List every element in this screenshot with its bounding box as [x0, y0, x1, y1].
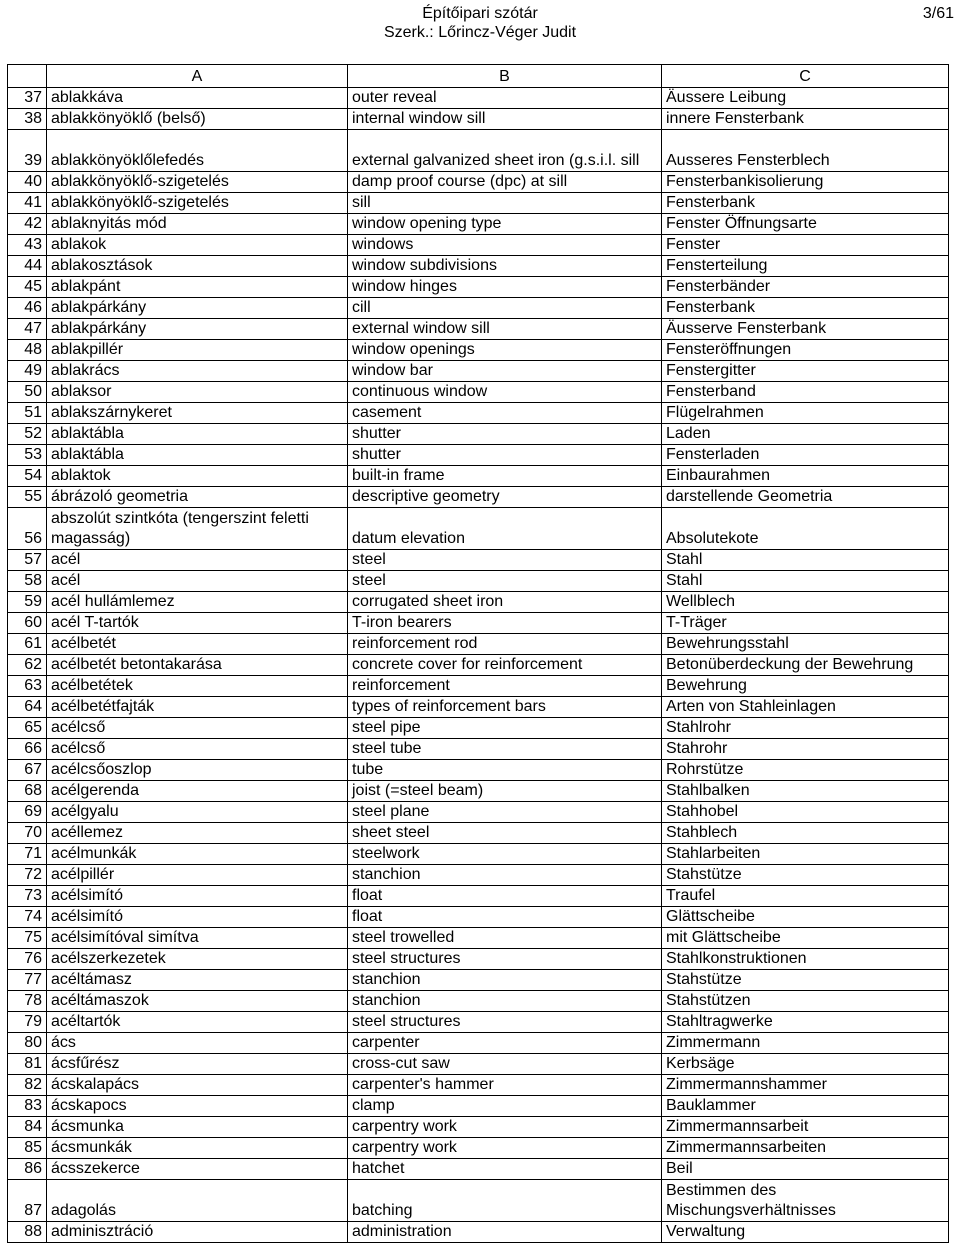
table-row [8, 1096, 949, 1117]
german-term-cell: darstellende Geometria [662, 487, 949, 508]
table-row [8, 340, 949, 361]
row-number-cell: 64 [8, 697, 47, 718]
row-number-cell: 58 [8, 571, 47, 592]
english-term-cell: float [348, 886, 662, 907]
english-term-cell: window subdivisions [348, 256, 662, 277]
hungarian-term-cell: ácsfűrész [47, 1054, 348, 1075]
table-row [8, 697, 949, 718]
row-number-cell: 86 [8, 1159, 47, 1180]
table-row [8, 361, 949, 382]
english-term-cell: clamp [348, 1096, 662, 1117]
table-row [8, 970, 949, 991]
german-term-cell: Fenster Öffnungsarte [662, 214, 949, 235]
hungarian-term-cell: acélcsőoszlop [47, 760, 348, 781]
row-number-cell: 83 [8, 1096, 47, 1117]
hungarian-term-cell: ablaktok [47, 466, 348, 487]
english-term-cell: sill [348, 193, 662, 214]
hungarian-term-cell: ablakkönyöklő-szigetelés [47, 172, 348, 193]
german-term-cell: Zimmermannsarbeiten [662, 1138, 949, 1159]
english-term-cell: cross-cut saw [348, 1054, 662, 1075]
german-term-cell: Verwaltung [662, 1222, 949, 1243]
english-term-cell: cill [348, 298, 662, 319]
table-row [8, 613, 949, 634]
hungarian-term-cell: acélbetét [47, 634, 348, 655]
hungarian-term-cell: acélgyalu [47, 802, 348, 823]
table-row [8, 298, 949, 319]
row-number-cell: 42 [8, 214, 47, 235]
page-header [0, 0, 960, 50]
german-term-cell: Fensteröffnungen [662, 340, 949, 361]
table-row [8, 949, 949, 970]
row-number-cell: 55 [8, 487, 47, 508]
german-term-cell: mit Glättscheibe [662, 928, 949, 949]
german-term-cell: innere Fensterbank [662, 109, 949, 130]
table-row [8, 277, 949, 298]
german-term-cell: Stahl [662, 571, 949, 592]
hungarian-term-cell: acél [47, 550, 348, 571]
row-number-cell: 79 [8, 1012, 47, 1033]
hungarian-term-cell: acélsimító [47, 907, 348, 928]
hungarian-term-cell: ácsszekerce [47, 1159, 348, 1180]
german-term-cell: Fensterteilung [662, 256, 949, 277]
hungarian-term-cell: ablakrács [47, 361, 348, 382]
row-number-cell: 51 [8, 403, 47, 424]
english-term-cell: steel [348, 550, 662, 571]
english-term-cell: internal window sill [348, 109, 662, 130]
english-term-cell: shutter [348, 424, 662, 445]
hungarian-term-cell: acélszerkezetek [47, 949, 348, 970]
row-number-cell: 77 [8, 970, 47, 991]
english-term-cell: stanchion [348, 970, 662, 991]
table-row [8, 193, 949, 214]
hungarian-term-cell: ácskapocs [47, 1096, 348, 1117]
table-row [8, 172, 949, 193]
table-row [8, 760, 949, 781]
table-row [8, 1222, 949, 1243]
english-term-cell: carpenter's hammer [348, 1075, 662, 1096]
row-number-cell: 71 [8, 844, 47, 865]
row-number-cell: 62 [8, 655, 47, 676]
table-row [8, 235, 949, 256]
english-term-cell: tube [348, 760, 662, 781]
table-row [8, 466, 949, 487]
english-term-cell: window hinges [348, 277, 662, 298]
table-row [8, 676, 949, 697]
hungarian-term-cell: acélmunkák [47, 844, 348, 865]
german-term-cell: Glättscheibe [662, 907, 949, 928]
hungarian-term-cell: acélbetét betontakarása [47, 655, 348, 676]
german-term-cell: Zimmermann [662, 1033, 949, 1054]
english-term-cell: external galvanized sheet iron (g.s.i.l. sill [348, 130, 662, 172]
german-term-cell: Stahstütze [662, 970, 949, 991]
german-term-cell: Stahltragwerke [662, 1012, 949, 1033]
table-row [8, 1054, 949, 1075]
row-number-cell: 75 [8, 928, 47, 949]
german-term-cell: Absolutekote [662, 508, 949, 550]
table-row [8, 571, 949, 592]
table-row [8, 592, 949, 613]
english-term-cell: joist (=steel beam) [348, 781, 662, 802]
hungarian-term-cell: ablaknyitás mód [47, 214, 348, 235]
row-number-cell: 88 [8, 1222, 47, 1243]
hungarian-term-cell: ablaktábla [47, 445, 348, 466]
english-term-cell: steel structures [348, 949, 662, 970]
hungarian-term-cell: ablakpárkány [47, 319, 348, 340]
row-number-cell: 78 [8, 991, 47, 1012]
english-term-cell: T-iron bearers [348, 613, 662, 634]
hungarian-term-cell: ablakpánt [47, 277, 348, 298]
row-number-cell: 49 [8, 361, 47, 382]
hungarian-term-cell: ablakok [47, 235, 348, 256]
hungarian-term-cell: acéltámasz [47, 970, 348, 991]
row-number-cell: 70 [8, 823, 47, 844]
table-row [8, 823, 949, 844]
table-row [8, 1075, 949, 1096]
hungarian-term-cell: acél [47, 571, 348, 592]
german-term-cell: Bauklammer [662, 1096, 949, 1117]
row-number-cell: 87 [8, 1180, 47, 1222]
german-term-cell: Zimmermannshammer [662, 1075, 949, 1096]
english-term-cell: stanchion [348, 991, 662, 1012]
row-number-cell: 57 [8, 550, 47, 571]
hungarian-term-cell: adminisztráció [47, 1222, 348, 1243]
row-number-cell: 67 [8, 760, 47, 781]
german-term-cell: Traufel [662, 886, 949, 907]
hungarian-term-cell: adagolás [47, 1180, 348, 1222]
row-number-cell: 40 [8, 172, 47, 193]
english-term-cell: steelwork [348, 844, 662, 865]
german-term-cell: Fenstergitter [662, 361, 949, 382]
english-term-cell: carpentry work [348, 1138, 662, 1159]
english-term-cell: types of reinforcement bars [348, 697, 662, 718]
hungarian-term-cell: ácsmunkák [47, 1138, 348, 1159]
column-header-a: A [47, 65, 348, 88]
row-number-cell: 76 [8, 949, 47, 970]
table-row [8, 655, 949, 676]
table-row [8, 403, 949, 424]
row-number-cell: 82 [8, 1075, 47, 1096]
hungarian-term-cell: ácsmunka [47, 1117, 348, 1138]
german-term-cell: Stahlrohr [662, 718, 949, 739]
row-number-cell: 50 [8, 382, 47, 403]
hungarian-term-cell: acél T-tartók [47, 613, 348, 634]
german-term-cell: Fensterbank [662, 298, 949, 319]
table-row [8, 781, 949, 802]
german-term-cell: Kerbsäge [662, 1054, 949, 1075]
german-term-cell: Zimmermannsarbeit [662, 1117, 949, 1138]
hungarian-term-cell: acélbetétek [47, 676, 348, 697]
table-row [8, 256, 949, 277]
row-number-header [8, 65, 47, 88]
row-number-cell: 60 [8, 613, 47, 634]
hungarian-term-cell: ablakpárkány [47, 298, 348, 319]
column-header-b: B [348, 65, 662, 88]
table-row [8, 907, 949, 928]
english-term-cell: steel tube [348, 739, 662, 760]
german-term-cell: Stahlbalken [662, 781, 949, 802]
german-term-cell: Stahhobel [662, 802, 949, 823]
german-term-cell: Stahlkonstruktionen [662, 949, 949, 970]
table-row [8, 550, 949, 571]
german-term-cell: Fensterbankisolierung [662, 172, 949, 193]
english-term-cell: steel trowelled [348, 928, 662, 949]
german-term-cell: Ausseres Fensterblech [662, 130, 949, 172]
german-term-cell: Stahrohr [662, 739, 949, 760]
table-row [8, 319, 949, 340]
english-term-cell: external window sill [348, 319, 662, 340]
row-number-cell: 41 [8, 193, 47, 214]
english-term-cell: steel structures [348, 1012, 662, 1033]
hungarian-term-cell: acélpillér [47, 865, 348, 886]
hungarian-term-cell: ácskalapács [47, 1075, 348, 1096]
english-term-cell: window bar [348, 361, 662, 382]
english-term-cell: windows [348, 235, 662, 256]
table-row [8, 130, 949, 172]
table-row [8, 634, 949, 655]
german-term-cell: Einbaurahmen [662, 466, 949, 487]
hungarian-term-cell: acélsimítóval simítva [47, 928, 348, 949]
table-row [8, 487, 949, 508]
table-row [8, 1180, 949, 1222]
german-term-cell: Bestimmen des Mischungsverhältnisses [662, 1180, 949, 1222]
german-term-cell: Fensterband [662, 382, 949, 403]
english-term-cell: damp proof course (dpc) at sill [348, 172, 662, 193]
hungarian-term-cell: acéltartók [47, 1012, 348, 1033]
row-number-cell: 43 [8, 235, 47, 256]
row-number-cell: 54 [8, 466, 47, 487]
hungarian-term-cell: acélcső [47, 718, 348, 739]
hungarian-term-cell: ablakpillér [47, 340, 348, 361]
hungarian-term-cell: ablaksor [47, 382, 348, 403]
german-term-cell: Stahblech [662, 823, 949, 844]
hungarian-term-cell: ablakkönyöklő-szigetelés [47, 193, 348, 214]
table-row [8, 445, 949, 466]
hungarian-term-cell: ablakkáva [47, 88, 348, 109]
table-row [8, 88, 949, 109]
german-term-cell: Beil [662, 1159, 949, 1180]
english-term-cell: carpenter [348, 1033, 662, 1054]
row-number-cell: 80 [8, 1033, 47, 1054]
hungarian-term-cell: ablakkönyöklőlefedés [47, 130, 348, 172]
row-number-cell: 74 [8, 907, 47, 928]
table-row [8, 214, 949, 235]
row-number-cell: 39 [8, 130, 47, 172]
hungarian-term-cell: ablakosztások [47, 256, 348, 277]
english-term-cell: reinforcement rod [348, 634, 662, 655]
row-number-cell: 56 [8, 508, 47, 550]
german-term-cell: Bewehrungsstahl [662, 634, 949, 655]
table-row [8, 886, 949, 907]
english-term-cell: outer reveal [348, 88, 662, 109]
english-term-cell: reinforcement [348, 676, 662, 697]
english-term-cell: steel pipe [348, 718, 662, 739]
german-term-cell: Fenster [662, 235, 949, 256]
table-row [8, 844, 949, 865]
german-term-cell: Fensterladen [662, 445, 949, 466]
hungarian-term-cell: acélsimító [47, 886, 348, 907]
german-term-cell: Stahl [662, 550, 949, 571]
column-header-row [8, 65, 949, 88]
table-row [8, 382, 949, 403]
german-term-cell: T-Träger [662, 613, 949, 634]
hungarian-term-cell: acélgerenda [47, 781, 348, 802]
hungarian-term-cell: ablakszárnykeret [47, 403, 348, 424]
english-term-cell: window openings [348, 340, 662, 361]
row-number-cell: 84 [8, 1117, 47, 1138]
row-number-cell: 81 [8, 1054, 47, 1075]
document-title: Építőipari szótár [422, 5, 538, 22]
german-term-cell: Stahstütze [662, 865, 949, 886]
english-term-cell: administration [348, 1222, 662, 1243]
hungarian-term-cell: acéltámaszok [47, 991, 348, 1012]
row-number-cell: 37 [8, 88, 47, 109]
german-term-cell: Äussere Leibung [662, 88, 949, 109]
table-body [8, 88, 949, 1243]
german-term-cell: Betonüberdeckung der Bewehrung [662, 655, 949, 676]
row-number-cell: 85 [8, 1138, 47, 1159]
row-number-cell: 63 [8, 676, 47, 697]
document-editor: Szerk.: Lőrincz-Véger Judit [383, 24, 577, 41]
row-number-cell: 45 [8, 277, 47, 298]
column-header-c: C [662, 65, 949, 88]
table-row [8, 865, 949, 886]
row-number-cell: 69 [8, 802, 47, 823]
english-term-cell: continuous window [348, 382, 662, 403]
english-term-cell: descriptive geometry [348, 487, 662, 508]
row-number-cell: 68 [8, 781, 47, 802]
table-row [8, 739, 949, 760]
english-term-cell: float [348, 907, 662, 928]
row-number-cell: 38 [8, 109, 47, 130]
row-number-cell: 52 [8, 424, 47, 445]
german-term-cell: Wellblech [662, 592, 949, 613]
hungarian-term-cell: ablaktábla [47, 424, 348, 445]
table-row [8, 1033, 949, 1054]
german-term-cell: Arten von Stahleinlagen [662, 697, 949, 718]
english-term-cell: window opening type [348, 214, 662, 235]
dictionary-table [7, 64, 949, 1243]
german-term-cell: Fensterbänder [662, 277, 949, 298]
row-number-cell: 47 [8, 319, 47, 340]
english-term-cell: hatchet [348, 1159, 662, 1180]
page-number: 3/61 [922, 5, 954, 22]
table-row [8, 109, 949, 130]
english-term-cell: sheet steel [348, 823, 662, 844]
german-term-cell: Fensterbank [662, 193, 949, 214]
row-number-cell: 53 [8, 445, 47, 466]
english-term-cell: steel plane [348, 802, 662, 823]
row-number-cell: 48 [8, 340, 47, 361]
row-number-cell: 66 [8, 739, 47, 760]
table-row [8, 802, 949, 823]
english-term-cell: shutter [348, 445, 662, 466]
row-number-cell: 65 [8, 718, 47, 739]
hungarian-term-cell: acél hullámlemez [47, 592, 348, 613]
german-term-cell: Äusserve Fensterbank [662, 319, 949, 340]
english-term-cell: corrugated sheet iron [348, 592, 662, 613]
table-row [8, 1159, 949, 1180]
table-row [8, 718, 949, 739]
hungarian-term-cell: ábrázoló geometria [47, 487, 348, 508]
hungarian-term-cell: abszolút szintkóta (tengerszint feletti magasság) [47, 508, 348, 550]
table-row [8, 1117, 949, 1138]
table-row [8, 424, 949, 445]
english-term-cell: stanchion [348, 865, 662, 886]
row-number-cell: 73 [8, 886, 47, 907]
table-row [8, 1138, 949, 1159]
german-term-cell: Stahstützen [662, 991, 949, 1012]
hungarian-term-cell: acélbetétfajták [47, 697, 348, 718]
english-term-cell: batching [348, 1180, 662, 1222]
german-term-cell: Bewehrung [662, 676, 949, 697]
hungarian-term-cell: ablakkönyöklő (belső) [47, 109, 348, 130]
hungarian-term-cell: acélcső [47, 739, 348, 760]
hungarian-term-cell: ács [47, 1033, 348, 1054]
row-number-cell: 72 [8, 865, 47, 886]
row-number-cell: 44 [8, 256, 47, 277]
table-row [8, 508, 949, 550]
german-term-cell: Laden [662, 424, 949, 445]
table-row [8, 1012, 949, 1033]
english-term-cell: casement [348, 403, 662, 424]
english-term-cell: steel [348, 571, 662, 592]
german-term-cell: Rohrstütze [662, 760, 949, 781]
table-row [8, 991, 949, 1012]
row-number-cell: 61 [8, 634, 47, 655]
german-term-cell: Flügelrahmen [662, 403, 949, 424]
row-number-cell: 46 [8, 298, 47, 319]
table-row [8, 928, 949, 949]
english-term-cell: concrete cover for reinforcement [348, 655, 662, 676]
english-term-cell: built-in frame [348, 466, 662, 487]
english-term-cell: carpentry work [348, 1117, 662, 1138]
hungarian-term-cell: acéllemez [47, 823, 348, 844]
german-term-cell: Stahlarbeiten [662, 844, 949, 865]
row-number-cell: 59 [8, 592, 47, 613]
english-term-cell: datum elevation [348, 508, 662, 550]
